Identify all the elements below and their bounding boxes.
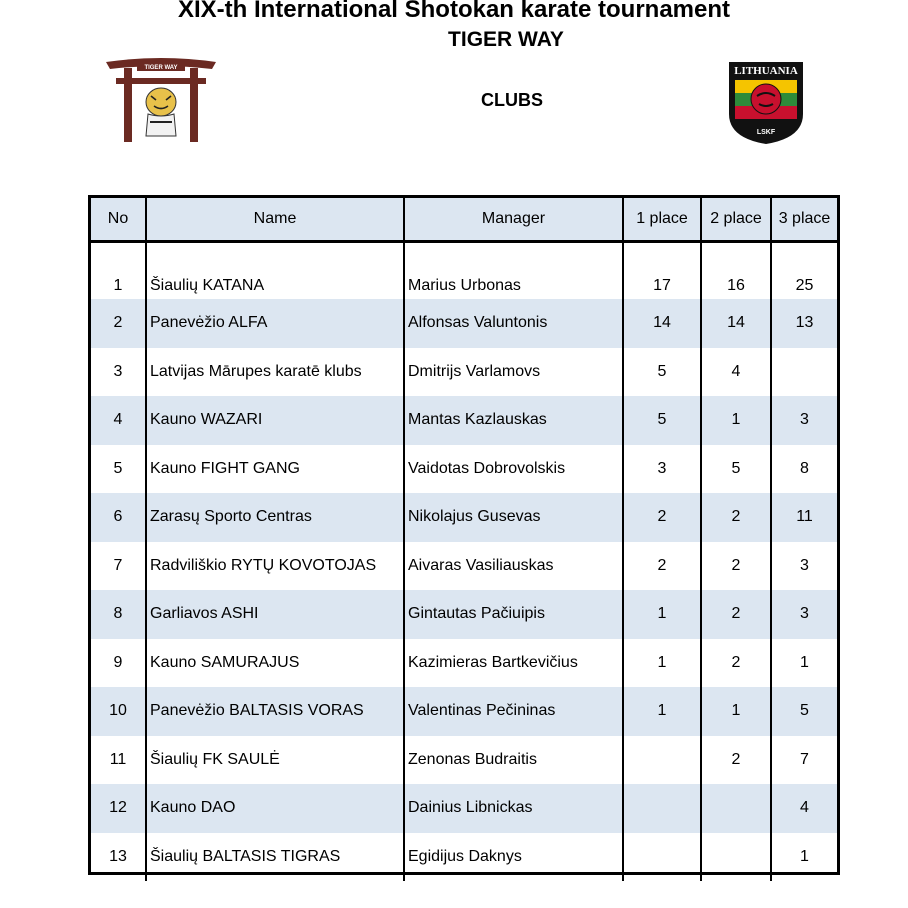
third-place-count: 1 [800, 847, 809, 865]
column-header-3-place: 3 place [771, 198, 837, 242]
row-number: 10 [91, 687, 146, 736]
first-place-count [623, 736, 701, 785]
column-header-1-place: 1 place [623, 198, 701, 242]
third-place-count: 8 [800, 459, 809, 477]
manager-name: Gintautas Pačiuipis [404, 590, 623, 639]
club-name: Panevėžio BALTASIS VORAS [146, 687, 404, 736]
manager-name: Mantas Kazlauskas [404, 396, 623, 445]
first-place-count: 1 [623, 639, 701, 688]
second-place-count [701, 833, 771, 882]
third-place-count: 5 [771, 687, 837, 736]
first-place-count: 1 [623, 687, 701, 736]
club-name: Kauno WAZARI [146, 396, 404, 445]
third-place-count: 4 [771, 784, 837, 833]
second-place-count: 16 [701, 242, 771, 300]
first-place-count: 5 [623, 348, 701, 397]
second-place-count: 2 [701, 736, 771, 785]
table-row [91, 299, 837, 348]
document-title: XIX-th International Shotokan karate tournament [177, 0, 731, 23]
third-place-count: 13 [771, 299, 837, 348]
second-place-count: 2 [701, 639, 771, 688]
second-place-count: 4 [701, 348, 771, 397]
row-number: 2 [91, 299, 146, 348]
club-name: Kauno DAO [146, 784, 404, 833]
logo-left-text: TIGER WAY [144, 65, 178, 71]
logo-right-org: LSKF [756, 129, 776, 136]
logo-right-country: LITHUANIA [734, 65, 798, 77]
first-place-count: 2 [623, 542, 701, 591]
table-row [91, 639, 837, 688]
manager-name: Zenonas Budraitis [404, 736, 623, 785]
second-place-count [701, 784, 771, 833]
second-place-count: 1 [701, 396, 771, 445]
table-row [91, 348, 837, 397]
row-number: 4 [91, 396, 146, 445]
column-header-manager: Manager [404, 198, 623, 242]
second-place-count: 1 [701, 687, 771, 736]
second-place-count: 14 [701, 299, 771, 348]
second-place-count: 2 [701, 590, 771, 639]
second-place-count: 2 [701, 542, 771, 591]
tiger-way-logo [104, 56, 218, 144]
third-place-count: 3 [771, 590, 837, 639]
column-header-name: Name [146, 198, 404, 242]
first-place-count: 3 [623, 445, 701, 494]
row-number: 12 [91, 784, 146, 833]
tournament-name: TIGER WAY [448, 28, 564, 51]
table-row [91, 542, 837, 591]
third-place-count: 25 [795, 277, 814, 294]
first-place-count: 14 [623, 299, 701, 348]
manager-name: Dainius Libnickas [404, 784, 623, 833]
clubs-table [91, 198, 837, 881]
manager-name: Nikolajus Gusevas [404, 493, 623, 542]
manager-name: Aivaras Vasiliauskas [404, 542, 623, 591]
first-place-count: 17 [623, 242, 701, 300]
section-heading: CLUBS [481, 90, 543, 110]
third-place-count: 1 [800, 653, 809, 671]
club-name: Šiaulių KATANA [146, 242, 404, 300]
row-number: 13 [91, 833, 146, 882]
manager-name: Dmitrijs Varlamovs [404, 348, 623, 397]
first-place-count [623, 833, 701, 882]
table-row [91, 833, 837, 882]
manager-name: Marius Urbonas [404, 242, 623, 300]
manager-name: Valentinas Pečininas [404, 687, 623, 736]
club-name: Kauno FIGHT GANG [146, 445, 404, 494]
row-number: 6 [91, 493, 146, 542]
table-header-row [91, 198, 837, 242]
table-row [91, 736, 837, 785]
table-row [91, 396, 837, 445]
column-header-no: No [91, 198, 146, 242]
table-row [91, 784, 837, 833]
lskf-shield-logo [727, 60, 805, 146]
club-name: Kauno SAMURAJUS [146, 639, 404, 688]
club-name: Šiaulių BALTASIS TIGRAS [146, 833, 404, 882]
second-place-count: 5 [701, 445, 771, 494]
row-number: 9 [91, 639, 146, 688]
first-place-count: 5 [623, 396, 701, 445]
table-row [91, 590, 837, 639]
club-name: Radviliškio RYTŲ KOVOTOJAS [146, 542, 404, 591]
third-place-count: 3 [771, 396, 837, 445]
manager-name: Egidijus Daknys [404, 833, 623, 882]
third-place-count: 3 [800, 556, 809, 574]
clubs-table-frame [88, 195, 840, 875]
club-name: Garliavos ASHI [146, 590, 404, 639]
manager-name: Kazimieras Bartkevičius [404, 639, 623, 688]
first-place-count: 1 [623, 590, 701, 639]
table-row [91, 687, 837, 736]
row-number: 11 [91, 736, 146, 785]
third-place-count: 7 [800, 750, 809, 768]
row-number: 1 [91, 242, 146, 300]
manager-name: Vaidotas Dobrovolskis [404, 445, 623, 494]
table-row [91, 493, 837, 542]
row-number: 3 [91, 348, 146, 397]
first-place-count: 2 [623, 493, 701, 542]
club-name: Panevėžio ALFA [146, 299, 404, 348]
club-name: Šiaulių FK SAULĖ [146, 736, 404, 785]
row-number: 7 [91, 542, 146, 591]
table-row [91, 242, 837, 300]
column-header-2-place: 2 place [701, 198, 771, 242]
table-row [91, 445, 837, 494]
third-place-count [771, 348, 837, 397]
club-name: Zarasų Sporto Centras [146, 493, 404, 542]
row-number: 5 [91, 445, 146, 494]
first-place-count [623, 784, 701, 833]
third-place-count: 11 [771, 493, 837, 542]
manager-name: Alfonsas Valuntonis [404, 299, 623, 348]
row-number: 8 [91, 590, 146, 639]
club-name: Latvijas Mārupes karatē klubs [146, 348, 404, 397]
second-place-count: 2 [701, 493, 771, 542]
